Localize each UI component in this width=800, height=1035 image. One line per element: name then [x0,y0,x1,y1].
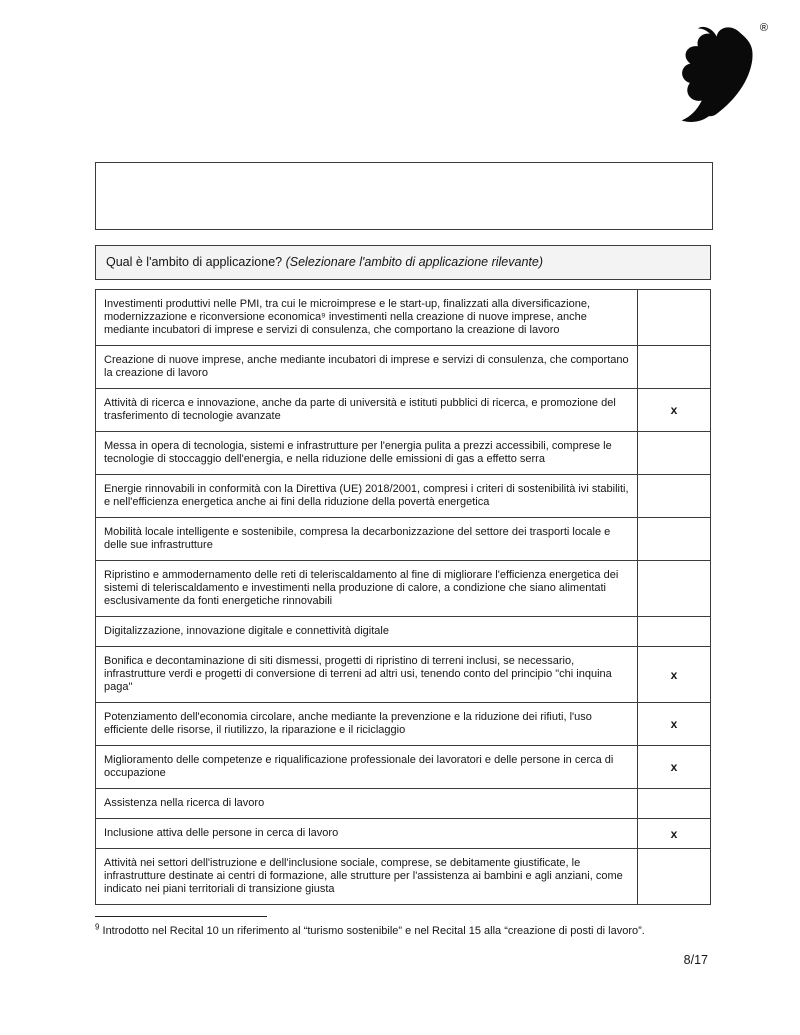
row-text: Energie rinnovabili in conformità con la Direttiva (UE) 2018/2001, compresi i criteri di sostenibilità ivi stabiliti, e nell'efficienza energetica anche ai fini della riduzione della povertà energetica [104,483,629,508]
row-check-cell[interactable] [637,346,710,388]
row-text: Bonifica e decontaminazione di siti dismessi, progetti di ripristino di terreni inclusi, se necessario, infrastrutture verdi e progetti di conversione di terreni ad altri usi, tenendo conto del principio "chi inquina paga" [104,655,612,693]
row-check-cell[interactable] [637,617,710,646]
row-check-cell[interactable]: x [637,703,710,745]
footnote [95,924,711,938]
row-text: Attività nei settori dell'istruzione e dell'inclusione sociale, comprese, se debitamente giustificate, le infrastrutture destinate ai centri di formazione, alle strutture per l'assistenza ai bambini e agli anziani, come indicato nei piani territoriali di transizione giusta [104,857,623,895]
row-text: Investimenti produttivi nelle PMI, tra cui le microimprese e le start-up, finalizzati alla diversificazione, modernizzazione e riconversione economica⁹ investimenti nella creazione di nuove imprese, anche mediante incubatori di imprese e servizi di consulenza, che comportano la creazione di lavoro [104,298,591,336]
row-text: Mobilità locale intelligente e sostenibile, compresa la decarbonizzazione del settore dei trasporti locale e delle sue infrastrutture [104,526,611,551]
row-check-cell[interactable]: x [637,389,710,431]
row-check-cell[interactable]: x [637,647,710,702]
row-check-cell[interactable] [637,432,710,474]
row-check-cell[interactable] [637,789,710,818]
row-check-cell[interactable] [637,849,710,904]
page-number: 8/17 [683,953,708,967]
row-text: Inclusione attiva delle persone in cerca di lavoro [104,827,339,839]
table-row [95,474,711,518]
footnote-divider [95,916,267,917]
table-row [95,431,711,475]
row-check-cell[interactable] [637,475,710,517]
row-text: Miglioramento delle competenze e riqualificazione professionale dei lavoratori e delle persone in cerca di occupazione [104,754,614,779]
table-row [95,560,711,617]
table-row [95,702,711,746]
table-row [95,388,711,432]
scope-table [95,289,711,905]
logo-mark-icon [670,22,764,134]
row-text: Digitalizzazione, innovazione digitale e connettività digitale [104,625,389,637]
question-text: Qual è l'ambito di applicazione? [106,255,283,269]
table-row [95,818,711,849]
footnote-marker: 9 [95,922,100,932]
table-row [95,788,711,819]
table-row [95,616,711,647]
table-row [95,745,711,789]
table-row [95,517,711,561]
row-text: Assistenza nella ricerca di lavoro [104,797,265,809]
row-check-cell[interactable] [637,518,710,560]
row-text: Ripristino e ammodernamento delle reti di teleriscaldamento al fine di migliorare l'efficienza energetica dei sistemi di teleriscaldamento e investimenti nella produzione di calore, a condizione che siano alimentati esclusivamente da fonti energetiche rinnovabili [104,569,619,607]
registered-trademark: ® [759,22,768,34]
row-check-cell[interactable]: x [637,819,710,848]
empty-header-box [95,162,713,230]
row-text: Attività di ricerca e innovazione, anche da parte di università e istituti pubblici di ricerca, e promozione del trasferimento di tecnologie avanzate [104,397,616,422]
row-check-cell[interactable]: x [637,746,710,788]
row-check-cell[interactable] [637,561,710,616]
row-text: Creazione di nuove imprese, anche mediante incubatori di imprese e servizi di consulenza, che comportano la creazione di lavoro [104,354,629,379]
row-text: Messa in opera di tecnologia, sistemi e infrastrutture per l'energia pulita a prezzi accessibili, comprese le tecnologie di stoccaggio dell'energia, e nella riduzione delle emissioni di gas a effetto serra [104,440,612,465]
question-header [95,245,711,280]
table-row [95,345,711,389]
table-row [95,289,711,346]
question-hint: (Selezionare l'ambito di applicazione rilevante) [285,255,543,269]
table-row [95,646,711,703]
footnote-text: Introdotto nel Recital 10 un riferimento al “turismo sostenibile” e nel Recital 15 alla “creazione di posti di lavoro”. [99,925,645,937]
company-logo [670,22,768,134]
row-text: Potenziamento dell'economia circolare, anche mediante la prevenzione e la riduzione dei rifiuti, l'uso efficiente delle risorse, il riutilizzo, la riparazione e il riciclaggio [104,711,592,736]
table-row [95,848,711,905]
row-check-cell[interactable] [637,290,710,345]
